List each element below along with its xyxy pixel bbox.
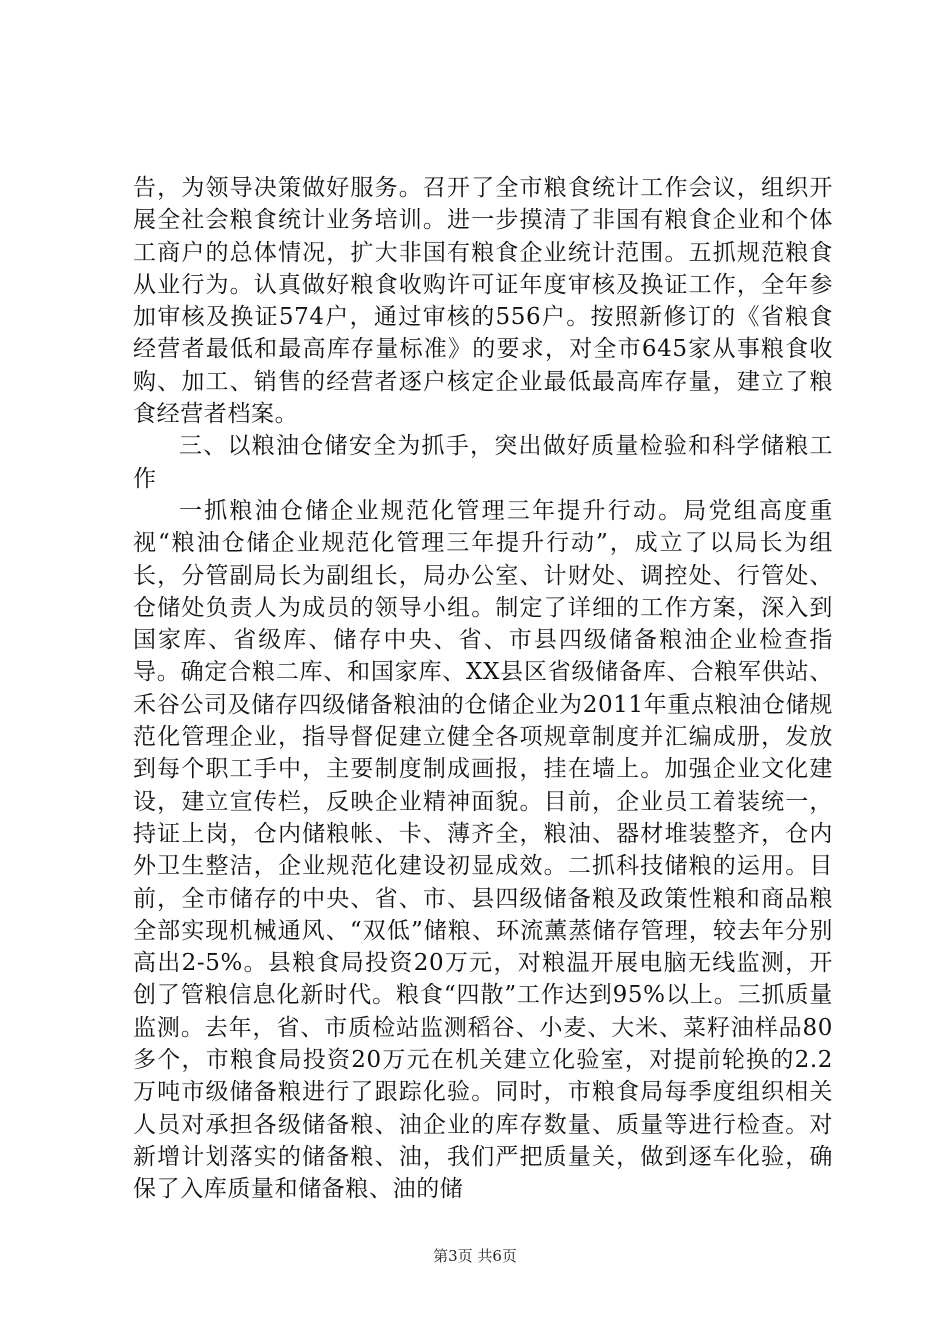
document-body — [133, 172, 833, 1206]
paragraph-1: 告，为领导决策做好服务。召开了全市粮食统计工作会议，组织开展全社会粮食统计业务培训。进一步摸清了非国有粮食企业和个体工商户的总体情况，扩大非国有粮食企业统计范围。五抓规范粮食从业行为。认真做好粮食收购许可证年度审核及换证工作，全年参加审核及换证574户，通过审核的556户。按照新修订的《省粮食经营者最低和最高库存量标准》的要求，对全市645家从事粮食收购、加工、销售的经营者逐户核定企业最低最高库存量，建立了粮食经营者档案。 — [133, 175, 833, 428]
section-heading-3: 三、以粮油仓储安全为抓手，突出做好质量检验和科学储粮工作 — [133, 433, 833, 492]
paragraph-2: 一抓粮油仓储企业规范化管理三年提升行动。局党组高度重视“粮油仓储企业规范化管理三年提升行动”，成立了以局长为组长，分管副局长为副组长，局办公室、计财处、调控处、行管处、仓储处负责人为成员的领导小组。制定了详细的工作方案，深入到国家库、省级库、储存中央、省、市县四级储备粮油企业检查指导。确定合粮二库、和国家库、XX县区省级储备库、合粮军供站、禾谷公司及储存四级储备粮油的仓储企业为2011年重点粮油仓储规范化管理企业，指导督促建立健全各项规章制度并汇编成册，发放到每个职工手中，主要制度制成画报，挂在墙上。加强企业文化建设，建立宣传栏，反映企业精神面貌。目前，企业员工着装统一，持证上岗，仓内储粮帐、卡、薄齐全，粮油、器材堆装整齐，仓内外卫生整洁，企业规范化建设初显成效。二抓科技储粮的运用。目前，全市储存的中央、省、市、县四级储备粮及政策性粮和商品粮全部实现机械通风、“双低”储粮、环流薰蒸储存管理，较去年分别高出2-5%。县粮食局投资20万元，对粮温开展电脑无线监测，开创了管粮信息化新时代。粮食“四散”工作达到95%以上。三抓质量监测。去年，省、市质检站监测稻谷、小麦、大米、菜籽油样品80多个，市粮食局投资20万元在机关建立化验室，对提前轮换的2.2万吨市级储备粮进行了跟踪化验。同时，市粮食局每季度组织相关人员对承担各级储备粮、油企业的库存数量、质量等进行检查。对新增计划落实的储备粮、油，我们严把质量关，做到逐车化验，确保了入库质量和储备粮、油的储 — [133, 497, 833, 1203]
page-number: 第3页 共6页 — [433, 1247, 517, 1265]
